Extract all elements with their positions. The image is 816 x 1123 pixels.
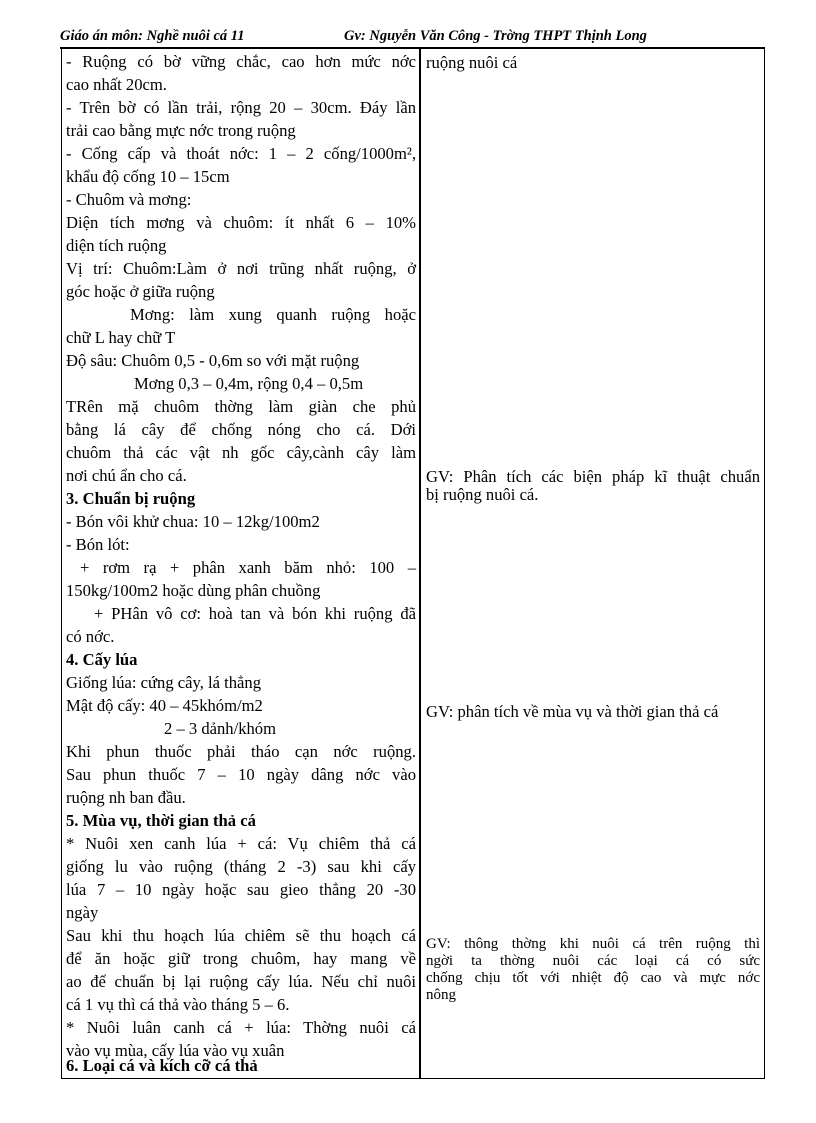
content-line: + rơm rạ + phân xanh băm nhỏ: 100 – (80, 558, 416, 577)
column-divider (419, 49, 421, 1078)
content-line: * Nuôi xen canh lúa + cá: Vụ chiêm thả cá (66, 834, 416, 853)
content-line: diện tích ruộng (66, 236, 167, 255)
content-line: Độ sâu: Chuôm 0,5 - 0,6m so với mặt ruộng (66, 351, 360, 370)
content-line: giống lu vào ruộng (tháng 2 -3) sau khi cấy (66, 857, 416, 876)
note-line: nông (426, 987, 456, 1003)
note-line: GV: phân tích về mùa vụ và thời gian thả cá (426, 702, 719, 721)
content-line: * Nuôi luân canh cá + lúa: Thờng nuôi cá (66, 1018, 416, 1037)
content-line: Mật độ cấy: 40 – 45khóm/m2 (66, 696, 263, 715)
content-line: 150kg/100m2 hoặc dùng phân chuồng (66, 581, 321, 600)
content-line: chuôm thả các vật nh gốc cây,cành cây làm (66, 443, 416, 462)
content-line: Diện tích mơng và chuôm: ít nhất 6 – 10% (66, 213, 416, 232)
content-line: - Bón lót: (66, 535, 130, 554)
content-line: Khi phun thuốc phải tháo cạn nớc ruộng. (66, 742, 416, 761)
content-line: - Bón vôi khử chua: 10 – 12kg/100m2 (66, 512, 320, 531)
note-line: chống chịu tốt với nhiệt độ cao và mực nớc (426, 970, 760, 986)
note-line: GV: thông thờng khi nuôi cá trên ruộng thì (426, 936, 760, 952)
content-line: khẩu độ cống 10 – 15cm (66, 167, 230, 186)
content-line: cao nhất 20cm. (66, 75, 167, 94)
content-line: ngày (66, 903, 99, 922)
note-line: GV: Phân tích các biện pháp kĩ thuật chuẩn (426, 467, 760, 486)
content-line: để ăn hoặc giữ trong chuôm, hay mang về (66, 949, 416, 968)
content-line: ruộng nh ban đầu. (66, 788, 186, 807)
content-line: Vị trí: Chuôm:Làm ở nơi trũng nhất ruộng, ở (66, 259, 416, 278)
content-line: 2 – 3 dảnh/khóm (164, 719, 276, 738)
note-line: ruộng nuôi cá (426, 53, 518, 72)
content-line: có nớc. (66, 627, 115, 646)
lesson-table (61, 49, 765, 1079)
content-line: bằng lá cây để chống nóng cho cá. Dới (66, 420, 416, 439)
content-line: - Trên bờ có lần trải, rộng 20 – 30cm. Đáy lần (66, 98, 416, 117)
content-line: góc hoặc ở giữa ruộng (66, 282, 215, 301)
content-line: + PHân vô cơ: hoà tan và bón khi ruộng đã (94, 604, 416, 623)
content-line: ao để chuẩn bị lại ruộng cấy lúa. Nếu chỉ nuôi (66, 972, 416, 991)
header-subject: Giáo án môn: Nghề nuôi cá 11 (60, 28, 245, 44)
content-line: trải cao bằng mực nớc trong ruộng (66, 121, 296, 140)
content-line: - Cống cấp và thoát nớc: 1 – 2 cống/1000m², (66, 144, 416, 163)
note-line: ngời ta thờng nuôi các loại cá có sức (426, 953, 760, 969)
content-line: vào vụ mùa, cấy lúa vào vụ xuân (66, 1041, 285, 1060)
section-heading: 3. Chuẩn bị ruộng (66, 489, 196, 508)
section-heading: 6. Loại cá và kích cỡ cá thả (66, 1056, 258, 1075)
content-line: - Ruộng có bờ vững chắc, cao hơn mức nớc (66, 52, 416, 71)
content-line: Giống lúa: cứng cây, lá thẳng (66, 673, 262, 692)
page-header (60, 28, 750, 48)
content-line: chữ L hay chữ T (66, 328, 176, 347)
content-line: cá 1 vụ thì cá thả vào tháng 5 – 6. (66, 995, 290, 1014)
content-line: - Chuôm và mơng: (66, 190, 192, 209)
content-line: Sau phun thuốc 7 – 10 ngày dâng nớc vào (66, 765, 416, 784)
content-line: nơi chú ẩn cho cá. (66, 466, 187, 485)
note-line: bị ruộng nuôi cá. (426, 485, 539, 504)
content-line: lúa 7 – 10 ngày hoặc sau gieo thẳng 20 -30 (66, 880, 416, 899)
content-line: Mơng: làm xung quanh ruộng hoặc (130, 305, 416, 324)
content-line: Mơng 0,3 – 0,4m, rộng 0,4 – 0,5m (134, 374, 364, 393)
header-teacher: Gv: Nguyễn Văn Công - Trờng THPT Thịnh Long (344, 28, 647, 44)
section-heading: 5. Mùa vụ, thời gian thả cá (66, 811, 256, 830)
content-line: TRên mặ chuôm thờng làm giàn che phủ (66, 397, 416, 416)
content-line: Sau khi thu hoạch lúa chiêm sẽ thu hoạch cá (66, 926, 416, 945)
section-heading: 4. Cấy lúa (66, 650, 138, 669)
